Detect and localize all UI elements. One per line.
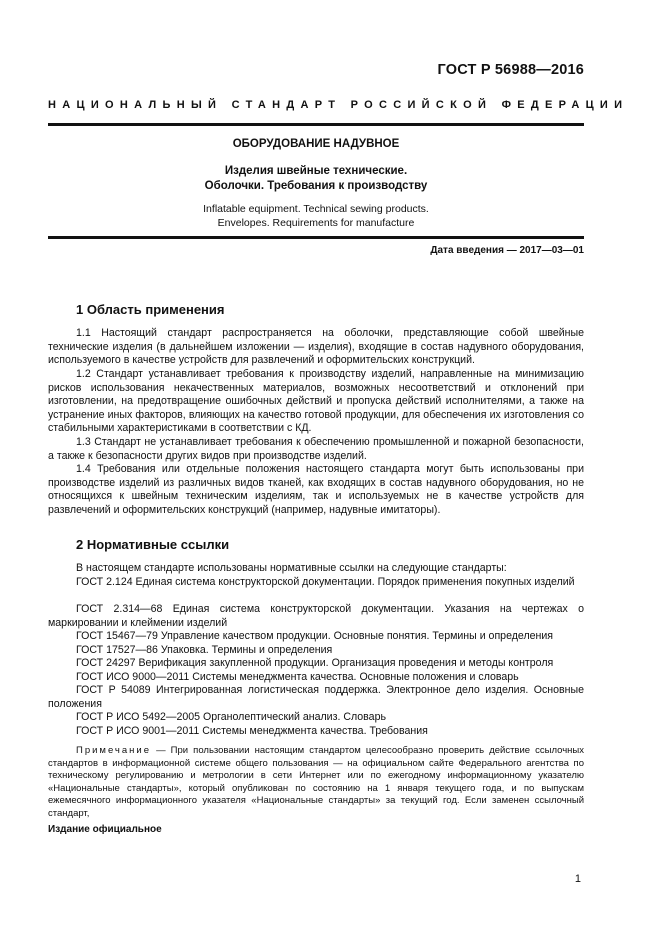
gost-number: ГОСТ Р 56988—2016 <box>437 62 584 78</box>
subtitle-line-1: Изделия швейные технические. <box>224 165 408 177</box>
english-title-line-1: Inflatable equipment. Technical sewing products. <box>203 203 429 215</box>
reference-gost-2-124: ГОСТ 2.124 Единая система конструкторской документации. Порядок применения покупных изделий <box>76 576 575 588</box>
bottom-rule <box>48 236 584 239</box>
section-1-paragraph-2: 1.2 Стандарт устанавливает требования к производству изделий, направленные на минимизацию рисков использования некачественных материалов, возможных несоответствий и отклонений при изготовлении, на предотвращение ошибочных действий и пропуска действий исполнителями, а также на устранение иных факторов, влияющих на качество готовой продукции, для обеспечения их изготовления со стабильными характеристиками в соответствии с КД. <box>48 368 584 435</box>
intro-date: Дата введения — 2017—03—01 <box>430 245 584 256</box>
section-1-heading: 1 Область применения <box>76 302 225 317</box>
reference-gost-r-54089: ГОСТ Р 54089 Интегрированная логистическая поддержка. Электронное дело изделия. Основные положения <box>48 684 584 710</box>
english-title-line-2: Envelopes. Requirements for manufacture <box>217 217 415 229</box>
section-1-paragraph-4: 1.4 Требования или отдельные положения настоящего стандарта могут быть использованы при производстве изделий из различных видов тканей, как входящих в состав надувного оборудования, но не относящихся к швейным техническим изделиям, так и используемых не в качестве устройств для развлечений и оформительских конструкций (например, надувные имитаторы). <box>48 463 584 516</box>
top-rule <box>48 123 584 126</box>
document-title: ОБОРУДОВАНИЕ НАДУВНОЕ <box>232 138 400 150</box>
edition-label: Издание официальное <box>48 824 162 835</box>
subtitle-line-2: Оболочки. Требования к производству <box>204 180 428 192</box>
section-2-heading: 2 Нормативные ссылки <box>76 537 230 552</box>
reference-gost-15467: ГОСТ 15467—79 Управление качеством продукции. Основные понятия. Термины и определения <box>76 630 554 642</box>
reference-gost-24297: ГОСТ 24297 Верификация закупленной продукции. Организация проведения и методы контроля <box>76 657 554 669</box>
reference-gost-r-iso-5492: ГОСТ Р ИСО 5492—2005 Органолептический анализ. Словарь <box>76 711 386 723</box>
reference-gost-2-314: ГОСТ 2.314—68 Единая система конструкторской документации. Указания на чертежах о маркировании и клеймении изделий <box>48 603 584 629</box>
note-label: Примечание <box>76 745 151 756</box>
page-number: 1 <box>574 873 581 885</box>
section-2-intro: В настоящем стандарте использованы нормативные ссылки на следующие стандарты: <box>76 562 507 574</box>
section-1-paragraph-3: 1.3 Стандарт не устанавливает требования к обеспечению промышленной и пожарной безопасности, а также к безопасности других видов при производстве изделий. <box>48 436 584 462</box>
reference-gost-r-iso-9001: ГОСТ Р ИСО 9001—2011 Системы менеджмента качества. Требования <box>76 725 428 737</box>
english-title <box>48 202 584 230</box>
note-text: — При пользовании настоящим стандартом целесообразно проверить действие ссылочных стандартов в информационной системе общего пользования — на официальном сайте Федерального агентства по техническому регулированию и метрологии в сети Интернет или по ежегодному информационному указателю «Национальные стандарты», который опубликован по состоянию на 1 января текущего года, и по выпускам ежемесячного информационного указателя «Национальные стандарты» за текущий год. Если заменен ссылочный стандарт, <box>48 745 584 819</box>
reference-gost-iso-9000: ГОСТ ИСО 9000—2011 Системы менеджмента качества. Основные положения и словарь <box>76 671 519 683</box>
note <box>48 745 584 820</box>
document-subtitle <box>48 164 584 194</box>
section-1-paragraph-1: 1.1 Настоящий стандарт распространяется на оболочки, представляющие собой швейные технические изделия (в дальнейшем изложении — изделия), входящие в состав надувного оборудования, используемого в качестве устройств для развлечений и оформительских конструкций. <box>48 327 584 367</box>
reference-gost-17527: ГОСТ 17527—86 Упаковка. Термины и определения <box>76 644 333 656</box>
national-standard-banner: НАЦИОНАЛЬНЫЙ СТАНДАРТ РОССИЙСКОЙ ФЕДЕРАЦИИ <box>48 99 629 111</box>
